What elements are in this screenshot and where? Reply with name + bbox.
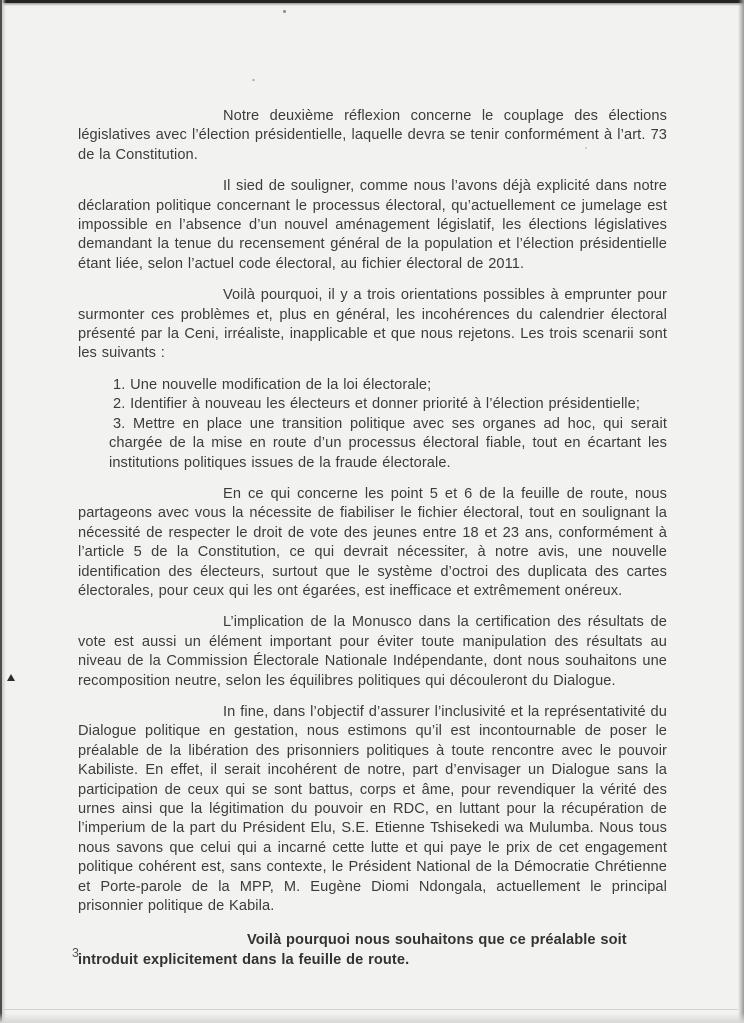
list-item-1: 1. Une nouvelle modification de la loi électorale; — [113, 376, 432, 393]
paragraph-couplage-elections: Notre deuxième réflexion concerne le couplage des élections législatives avec l’élection présidentielle, laquelle devra se tenir conformément à l’art. 73 de la Constitution. — [78, 108, 667, 163]
scan-speck — [252, 79, 255, 81]
paragraph-trois-orientations: Voilà pourquoi, il y a trois orientations possibles à emprunter pour surmonter ces problèmes et, plus en général, les incohérences du calendrier électoral présenté par la Ceni, irréaliste, inapplicable et que nous rejetons. Les trois scenarii sont les suivants : — [78, 287, 667, 362]
closing-statement-line-2: introduit explicitement dans la feuille de route. — [78, 951, 410, 968]
page-number: 3 — [72, 946, 79, 960]
scan-speck — [283, 10, 286, 13]
scan-edge-left-shadow — [2, 0, 6, 1023]
document-body — [78, 107, 667, 970]
scan-edge-right — [738, 0, 744, 1023]
list-item-2: 2. Identifier à nouveau les électeurs et donner priorité à l’élection présidentielle; — [113, 396, 640, 413]
scan-edge-bottom-line — [2, 1009, 738, 1010]
paragraph-monusco-certification: L’implication de la Monusco dans la certification des résultats de vote est aussi un élément important pour éviter toute manipulation des résultats au niveau de la Commission Électorale Nationale Indépendante, dont nous souhaitons une recomposition neutre, selon les équilibres politiques qui découleront du Dialogue. — [78, 614, 667, 689]
list-item-3: 3. Mettre en place une transition politique avec ses organes ad hoc, qui serait chargée de la mise en route d’un processus électoral fiable, tout en écartant les institutions politiques issues de la fraude électorale. — [109, 415, 667, 471]
margin-triangle-artifact — [7, 674, 15, 681]
paragraph-fichier-electoral: En ce qui concerne les point 5 et 6 de la feuille de route, nous partageons avec vous la nécessite de fiabiliser le fichier électoral, tout en soulignant la nécessité de respecter le droit de vote des jeunes entre 18 et 23 ans, conformément à l’article 5 de la Constitution, ce qui devrait nécessiter, à notre avis, une nouvelle identification des électeurs, surtout que le système d’octroi des duplicata des cartes électorales, pour ceux qui les ont égarées, est inefficace et extrêmement onéreux. — [78, 485, 667, 599]
paragraph-jumelage-impossible: Il sied de souligner, comme nous l’avons déjà explicité dans notre déclaration politique concernant le processus électoral, qu’actuellement ce jumelage est impossible en l’absence d’un nouvel aménagement législatif, les élections législatives demandant la tenue du recensement général de la population et l’élection présidentielle étant liée, selon l’actuel code électoral, au fichier électoral de 2011. — [78, 178, 667, 272]
scenarios-list — [109, 376, 667, 473]
scan-edge-bottom — [0, 1013, 744, 1023]
scan-edge-top-shadow — [0, 3, 744, 6]
closing-statement — [78, 931, 667, 970]
paragraph-dialogue-inclusivite: In fine, dans l’objectif d’assurer l’inclusivité et la représentativité du Dialogue politique en gestation, nous estimons qu’il est incontournable de poser le préalable de la libération des prisonniers politiques à toute rencontre avec le pouvoir Kabiliste. En effet, il serait incohérent de notre, part d’envisager un Dialogue sans la participation de ceux qui se sont battus, corps et âme, pour revendiquer la vérité des urnes ainsi que la légitimation du pouvoir en RDC, en luttant pour la récupération de l’imperium de la part du Président Elu, S.E. Etienne Tshisekedi wa Mulumba. Nous tous nous savons que celui qui a incarné cette lutte et qui paye le prix de cet engagement politique cohérent est, sans contexte, le Président National de la Démocratie Chrétienne et Porte-parole de la MPP, M. Eugène Diomi Ndongala, actuellement le principal prisonnier politique de Kabila. — [78, 703, 667, 915]
closing-statement-line-1: Voilà pourquoi nous souhaitons que ce préalable soit — [247, 932, 627, 949]
